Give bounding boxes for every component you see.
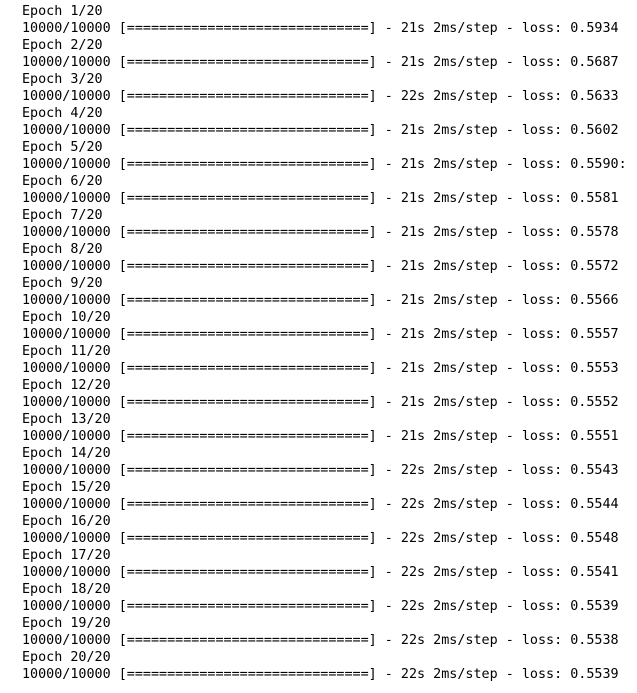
space: [111, 599, 119, 614]
epoch-header: Epoch 16/20: [22, 514, 111, 529]
progress-bar: [==============================]: [118, 565, 377, 580]
epoch-header: Epoch 18/20: [22, 582, 111, 597]
loss-label: loss:: [521, 293, 563, 308]
space: [111, 123, 119, 138]
space: [425, 327, 433, 342]
separator: -: [376, 55, 401, 70]
step-count: 10000/10000: [22, 89, 111, 104]
epoch-progress-line: [22, 428, 637, 445]
epoch-progress-line: [22, 54, 637, 71]
epoch-progress-line: [22, 122, 637, 139]
separator: -: [497, 531, 522, 546]
progress-bar: [==============================]: [118, 429, 377, 444]
epoch-progress-line: [22, 156, 637, 173]
loss-label: loss:: [521, 327, 563, 342]
loss-label: loss:: [521, 429, 563, 444]
loss-label: loss:: [521, 191, 563, 206]
epoch-progress-line: [22, 462, 637, 479]
space: [111, 293, 119, 308]
epoch-header: Epoch 8/20: [22, 242, 103, 257]
epoch-time: 21s: [400, 55, 426, 70]
loss-value: 0.5539: [570, 599, 619, 614]
space: [425, 123, 433, 138]
separator: -: [497, 565, 522, 580]
step-rate: 2ms/step: [433, 123, 498, 138]
separator: -: [497, 55, 522, 70]
separator: -: [376, 565, 401, 580]
space: [111, 191, 119, 206]
step-rate: 2ms/step: [433, 21, 498, 36]
separator: -: [497, 123, 522, 138]
step-rate: 2ms/step: [433, 191, 498, 206]
step-count: 10000/10000: [22, 327, 111, 342]
step-count: 10000/10000: [22, 55, 111, 70]
epoch-progress-line: [22, 530, 637, 547]
epoch-progress-line: [22, 632, 637, 649]
space: [111, 89, 119, 104]
step-rate: 2ms/step: [433, 225, 498, 240]
epoch-progress-line: [22, 360, 637, 377]
loss-value: 0.5566: [570, 293, 619, 308]
loss-label: loss:: [521, 497, 563, 512]
space: [425, 633, 433, 648]
loss-label: loss:: [521, 463, 563, 478]
step-rate: 2ms/step: [433, 89, 498, 104]
space: [111, 497, 119, 512]
space: [111, 55, 119, 70]
epoch-header: Epoch 4/20: [22, 106, 103, 121]
separator: -: [376, 667, 401, 682]
separator: -: [497, 21, 522, 36]
space: [111, 395, 119, 410]
progress-bar: [==============================]: [118, 361, 377, 376]
progress-bar: [==============================]: [118, 667, 377, 682]
epoch-progress-line: [22, 224, 637, 241]
epoch-time: 21s: [400, 123, 426, 138]
epoch-progress-line: [22, 564, 637, 581]
epoch-progress-line: [22, 20, 637, 37]
separator: -: [497, 327, 522, 342]
epoch-time: 22s: [400, 89, 426, 104]
loss-label: loss:: [521, 633, 563, 648]
separator: -: [497, 259, 522, 274]
progress-bar: [==============================]: [118, 531, 377, 546]
space: [425, 395, 433, 410]
space: [425, 293, 433, 308]
step-rate: 2ms/step: [433, 395, 498, 410]
epoch-progress-line: [22, 598, 637, 615]
space: [425, 497, 433, 512]
separator: -: [497, 463, 522, 478]
step-count: 10000/10000: [22, 565, 111, 580]
step-rate: 2ms/step: [433, 361, 498, 376]
progress-bar: [==============================]: [118, 463, 377, 478]
step-count: 10000/10000: [22, 293, 111, 308]
epoch-header: Epoch 13/20: [22, 412, 111, 427]
separator: -: [376, 157, 401, 172]
loss-value: 0.5539: [570, 667, 619, 682]
epoch-progress-line: [22, 496, 637, 513]
loss-label: loss:: [521, 157, 563, 172]
step-count: 10000/10000: [22, 429, 111, 444]
loss-value: 0.5578: [570, 225, 619, 240]
separator: -: [376, 225, 401, 240]
space: [425, 429, 433, 444]
step-count: 10000/10000: [22, 191, 111, 206]
separator: -: [376, 123, 401, 138]
progress-bar: [==============================]: [118, 633, 377, 648]
epoch-header: Epoch 17/20: [22, 548, 111, 563]
separator: -: [376, 395, 401, 410]
epoch-time: 22s: [400, 633, 426, 648]
epoch-time: 21s: [400, 191, 426, 206]
space: [425, 361, 433, 376]
loss-label: loss:: [521, 599, 563, 614]
loss-value: 0.5543: [570, 463, 619, 478]
separator: -: [376, 531, 401, 546]
epoch-time: 22s: [400, 599, 426, 614]
loss-label: loss:: [521, 55, 563, 70]
space: [111, 565, 119, 580]
step-count: 10000/10000: [22, 395, 111, 410]
separator: -: [497, 599, 522, 614]
separator: -: [376, 497, 401, 512]
space: [425, 599, 433, 614]
step-rate: 2ms/step: [433, 565, 498, 580]
epoch-header: Epoch 19/20: [22, 616, 111, 631]
progress-bar: [==============================]: [118, 395, 377, 410]
epoch-header: Epoch 10/20: [22, 310, 111, 325]
progress-bar: [==============================]: [118, 599, 377, 614]
epoch-time: 21s: [400, 157, 426, 172]
epoch-progress-line: [22, 258, 637, 275]
loss-label: loss:: [521, 531, 563, 546]
space: [425, 191, 433, 206]
space: [111, 463, 119, 478]
progress-bar: [==============================]: [118, 123, 377, 138]
step-rate: 2ms/step: [433, 259, 498, 274]
loss-value: 0.5553: [570, 361, 619, 376]
loss-label: loss:: [521, 395, 563, 410]
progress-bar: [==============================]: [118, 55, 377, 70]
space: [425, 565, 433, 580]
space: [425, 259, 433, 274]
step-count: 10000/10000: [22, 497, 111, 512]
epoch-progress-line: [22, 190, 637, 207]
loss-value: 0.5541: [570, 565, 619, 580]
step-rate: 2ms/step: [433, 157, 498, 172]
step-count: 10000/10000: [22, 633, 111, 648]
epoch-progress-line: [22, 292, 637, 309]
space: [111, 633, 119, 648]
epoch-time: 21s: [400, 327, 426, 342]
separator: -: [497, 191, 522, 206]
separator: -: [376, 599, 401, 614]
separator: -: [497, 293, 522, 308]
separator: -: [376, 191, 401, 206]
epoch-time: 21s: [400, 21, 426, 36]
loss-value: 0.5602: [570, 123, 619, 138]
space: [111, 327, 119, 342]
step-count: 10000/10000: [22, 531, 111, 546]
space: [111, 259, 119, 274]
step-rate: 2ms/step: [433, 327, 498, 342]
space: [425, 21, 433, 36]
step-rate: 2ms/step: [433, 599, 498, 614]
loss-value: 0.5687: [570, 55, 619, 70]
step-rate: 2ms/step: [433, 531, 498, 546]
loss-label: loss:: [521, 225, 563, 240]
space: [425, 667, 433, 682]
loss-value: 0.5581: [570, 191, 619, 206]
step-count: 10000/10000: [22, 259, 111, 274]
space: [111, 531, 119, 546]
separator: -: [376, 327, 401, 342]
step-rate: 2ms/step: [433, 667, 498, 682]
loss-value: 0.5557: [570, 327, 619, 342]
epoch-time: 21s: [400, 225, 426, 240]
step-count: 10000/10000: [22, 667, 111, 682]
separator: -: [376, 633, 401, 648]
loss-value: 0.5544: [570, 497, 619, 512]
space: [425, 531, 433, 546]
separator: -: [376, 21, 401, 36]
epoch-time: 22s: [400, 497, 426, 512]
epoch-header: Epoch 5/20: [22, 140, 103, 155]
step-count: 10000/10000: [22, 21, 111, 36]
loss-value: 0.5551: [570, 429, 619, 444]
step-rate: 2ms/step: [433, 429, 498, 444]
epoch-header: Epoch 9/20: [22, 276, 103, 291]
progress-bar: [==============================]: [118, 21, 377, 36]
epoch-header: Epoch 1/20: [22, 4, 103, 19]
separator: -: [376, 259, 401, 274]
space: [111, 225, 119, 240]
step-rate: 2ms/step: [433, 293, 498, 308]
separator: -: [497, 395, 522, 410]
separator: -: [497, 633, 522, 648]
loss-label: loss:: [521, 89, 563, 104]
step-count: 10000/10000: [22, 361, 111, 376]
epoch-header: Epoch 7/20: [22, 208, 103, 223]
step-count: 10000/10000: [22, 157, 111, 172]
space: [425, 225, 433, 240]
loss-label: loss:: [521, 259, 563, 274]
space: [425, 55, 433, 70]
loss-value: 0.5552: [570, 395, 619, 410]
loss-value: 0.5548: [570, 531, 619, 546]
separator: -: [376, 429, 401, 444]
loss-label: loss:: [521, 123, 563, 138]
step-rate: 2ms/step: [433, 55, 498, 70]
epoch-time: 21s: [400, 293, 426, 308]
progress-bar: [==============================]: [118, 497, 377, 512]
space: [111, 361, 119, 376]
progress-bar: [==============================]: [118, 327, 377, 342]
progress-bar: [==============================]: [118, 259, 377, 274]
epoch-time: 21s: [400, 259, 426, 274]
space: [111, 157, 119, 172]
loss-label: loss:: [521, 565, 563, 580]
epoch-progress-line: [22, 326, 637, 343]
epoch-progress-line: [22, 88, 637, 105]
progress-bar: [==============================]: [118, 191, 377, 206]
epoch-time: 21s: [400, 395, 426, 410]
step-rate: 2ms/step: [433, 633, 498, 648]
epoch-header: Epoch 3/20: [22, 72, 103, 87]
progress-bar: [==============================]: [118, 225, 377, 240]
epoch-header: Epoch 11/20: [22, 344, 111, 359]
progress-bar: [==============================]: [118, 89, 377, 104]
epoch-time: 22s: [400, 531, 426, 546]
step-count: 10000/10000: [22, 123, 111, 138]
loss-label: loss:: [521, 361, 563, 376]
epoch-header: Epoch 15/20: [22, 480, 111, 495]
space: [425, 89, 433, 104]
epoch-progress-line: [22, 394, 637, 411]
epoch-header: Epoch 14/20: [22, 446, 111, 461]
step-rate: 2ms/step: [433, 463, 498, 478]
loss-value: 0.5590:: [570, 157, 627, 172]
loss-value: 0.5633: [570, 89, 619, 104]
epoch-header: Epoch 2/20: [22, 38, 103, 53]
separator: -: [376, 361, 401, 376]
epoch-time: 21s: [400, 429, 426, 444]
step-rate: 2ms/step: [433, 497, 498, 512]
space: [111, 21, 119, 36]
loss-value: 0.5538: [570, 633, 619, 648]
epoch-header: Epoch 20/20: [22, 650, 111, 665]
epoch-time: 22s: [400, 463, 426, 478]
epoch-time: 22s: [400, 565, 426, 580]
epoch-progress-line: [22, 666, 637, 683]
epoch-header: Epoch 12/20: [22, 378, 111, 393]
epoch-time: 22s: [400, 667, 426, 682]
step-count: 10000/10000: [22, 225, 111, 240]
progress-bar: [==============================]: [118, 157, 377, 172]
step-count: 10000/10000: [22, 463, 111, 478]
loss-label: loss:: [521, 667, 563, 682]
space: [111, 667, 119, 682]
separator: -: [497, 429, 522, 444]
space: [111, 429, 119, 444]
separator: -: [497, 667, 522, 682]
separator: -: [497, 89, 522, 104]
step-count: 10000/10000: [22, 599, 111, 614]
space: [425, 463, 433, 478]
separator: -: [376, 463, 401, 478]
separator: -: [497, 361, 522, 376]
progress-bar: [==============================]: [118, 293, 377, 308]
separator: -: [497, 497, 522, 512]
separator: -: [497, 157, 522, 172]
loss-value: 0.5572: [570, 259, 619, 274]
loss-label: loss:: [521, 21, 563, 36]
loss-value: 0.5934: [570, 21, 619, 36]
separator: -: [376, 89, 401, 104]
space: [425, 157, 433, 172]
separator: -: [497, 225, 522, 240]
epoch-header: Epoch 6/20: [22, 174, 103, 189]
epoch-time: 21s: [400, 361, 426, 376]
separator: -: [376, 293, 401, 308]
